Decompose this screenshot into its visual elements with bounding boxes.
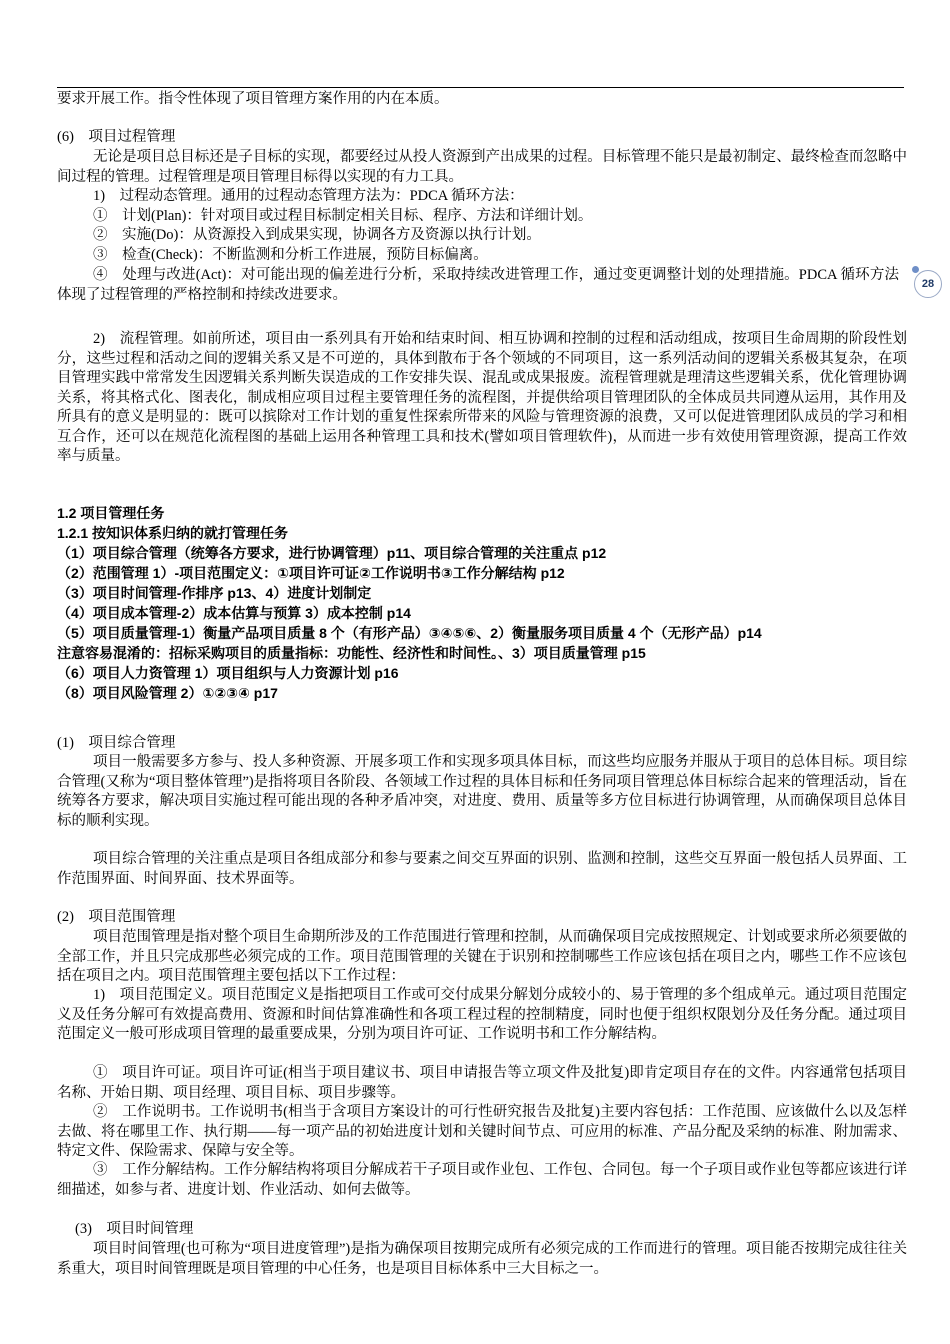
bold-note: 注意容易混淆的：招标采购项目的质量指标：功能性、经济性和时间性。、3）项目质量管理 p15 [57,645,646,661]
bold-note: （8）项目风险管理 2）①②③④ p17 [57,685,278,701]
section-heading: 1.2 项目管理任务 [57,505,165,521]
bold-note: （1）项目综合管理（统筹各方要求，进行协调管理）p11、项目综合管理的关注重点 p12 [57,545,607,561]
section-heading: (1) 项目综合管理 [57,735,176,751]
section-heading: (6) 项目过程管理 [57,129,176,145]
bold-note: （5）项目质量管理-1）衡量产品项目质量 8 个（有形产品）③④⑤⑥、2）衡量服务项目质量 4 个（无形产品）p14 [57,625,762,641]
paragraph: 项目综合管理的关注重点是项目各组成部分和参与要素之间交互界面的识别、监测和控制，这些交互界面一般包括人员界面、工作范围界面、时间界面、技术界面等。 [57,851,907,887]
section-heading: (2) 项目范围管理 [57,909,176,925]
bold-note: （6）项目人力资管理 1）项目组织与人力资源计划 p16 [57,665,399,681]
bold-note: （4）项目成本管理-2）成本估算与预算 3）成本控制 p14 [57,605,411,621]
page-marker-dot-icon [912,266,919,273]
section-heading: (3) 项目时间管理 [75,1221,194,1237]
paragraph: 1) 项目范围定义。项目范围定义是指把项目工作或可交付成果分解划分成较小的、易于管理的多个组成单元。通过项目范围定义及任务分解可有效提高费用、资源和时间估算准确性和各项工程过程的控制精度，同时也便于组织权限划分及任务分配。通过项目范围定义一般可形成项目管理的最重要成果，分别为项目许可证、工作说明书和工作分解结构。 [57,987,907,1042]
list-item: ③ 检查(Check)：不断监测和分析工作进展，预防目标偏离。 [93,247,488,263]
paragraph: 项目时间管理(也可称为“项目进度管理”)是指为确保项目按期完成所有必须完成的工作而进行的管理。项目能否按期完成往往关系重大，项目时间管理既是项目管理的中心任务，也是项目目标体系中三大目标之一。 [57,1241,907,1277]
header-rule [57,87,904,88]
paragraph: 无论是项目总目标还是子目标的实现，都要经过从投人资源到产出成果的过程。目标管理不能只是最初制定、最终检查而忽略中间过程的管理。过程管理是项目管理目标得以实现的有力工具。 [57,149,907,185]
bold-note: （2）范围管理 1）-项目范围定义：①项目许可证②工作说明书③工作分解结构 p12 [57,565,565,581]
list-item: ① 项目许可证。项目许可证(相当于项目建议书、项目申请报告等立项文件及批复)即肯定项目存在的文件。内容通常包括项目名称、开始日期、项目经理、项目目标、项目步骤等。 [57,1065,907,1101]
list-item: ② 工作说明书。工作说明书(相当于含项目方案设计的可行性研究报告及批复)主要内容包括：工作范围、应该做什么以及怎样去做、将在哪里工作、执行期——每一项产品的初始进度计划和关键时间节点、可应用的标准、产品分配及采纳的标准、附加需求、特定文件、保险需求、保障与安全等。 [57,1104,907,1159]
paragraph: 2) 流程管理。如前所述，项目由一系列具有开始和结束时间、相互协调和控制的过程和活动组成，按项目生命周期的阶段性划分，这些过程和活动之间的逻辑关系又是不可逆的，具体到散布于各个领域的不同项目，这一系列活动间的逻辑关系极其复杂，在项目管理实践中常常发生因逻辑关系判断失误造成的工作安排失误、混乱或成果报废。流程管理就是理清这些逻辑关系，优化管理协调关系，将其格式化、图表化，制成相应项目过程主要管理任务的流程图，并提供给项目管理团队的全体成员共同遵从运用，其作用及所具有的意义是明显的：既可以摈除对工作计划的重复性探索所带来的风险与管理资源的浪费，又可以促进管理团队成员的学习和相互合作，还可以在规范化流程图的基础上运用各种管理工具和技术(譬如项目管理软件)，从而进一步有效使用管理资源，提高工作效率与质量。 [57,331,907,464]
subsection-heading: 1.2.1 按知识体系归纳的就打管理任务 [57,525,289,541]
list-item: ③ 工作分解结构。工作分解结构将项目分解成若干子项目或作业包、工作包、合同包。每一个子项目或作业包等都应该进行详细描述，如参与者、进度计划、作业活动、如何去做等。 [57,1162,907,1198]
list-item: ④ 处理与改进(Act)：对可能出现的偏差进行分析，采取持续改进管理工作，通过变更调整计划的处理措施。PDCA 循环方法体现了过程管理的严格控制和持续改进要求。 [57,267,899,303]
page-number-badge: 28 [914,270,942,298]
bold-note: （3）项目时间管理-作排序 p13、4）进度计划制定 [57,585,372,601]
paragraph: 项目范围管理是指对整个项目生命期所涉及的工作范围进行管理和控制，从而确保项目完成按照规定、计划或要求所必须要做的全部工作，并且只完成那些必须完成的工作。项目范围管理的关键在于识别和控制哪些工作应该包括在项目之内，哪些工作不应该包括在项目之内。项目范围管理主要包括以下工作过程： [57,929,907,984]
list-item: ② 实施(Do)：从资源投入到成果实现，协调各方及资源以执行计划。 [93,227,541,243]
list-item: ① 计划(Plan)：针对项目或过程目标制定相关目标、程序、方法和详细计划。 [93,208,593,224]
paragraph: 项目一般需要多方参与、投人多种资源、开展多项工作和实现多项具体目标，而这些均应服务并服从于项目的总体目标。项目综合管理(又称为“项目整体管理”)是指将项目各阶段、各领域工作过程的具体目标和任务同项目管理总体目标综合起来的管理活动，旨在统筹各方要求，解决项目实施过程可能出现的各种矛盾冲突，对进度、费用、质量等多方位目标进行协调管理，从而确保项目总体目标的顺利实现。 [57,754,907,829]
paragraph: 要求开展工作。指令性体现了项目管理方案作用的内在本质。 [57,91,449,107]
list-item: 1) 过程动态管理。通用的过程动态管理方法为：PDCA 循环方法： [93,188,524,204]
